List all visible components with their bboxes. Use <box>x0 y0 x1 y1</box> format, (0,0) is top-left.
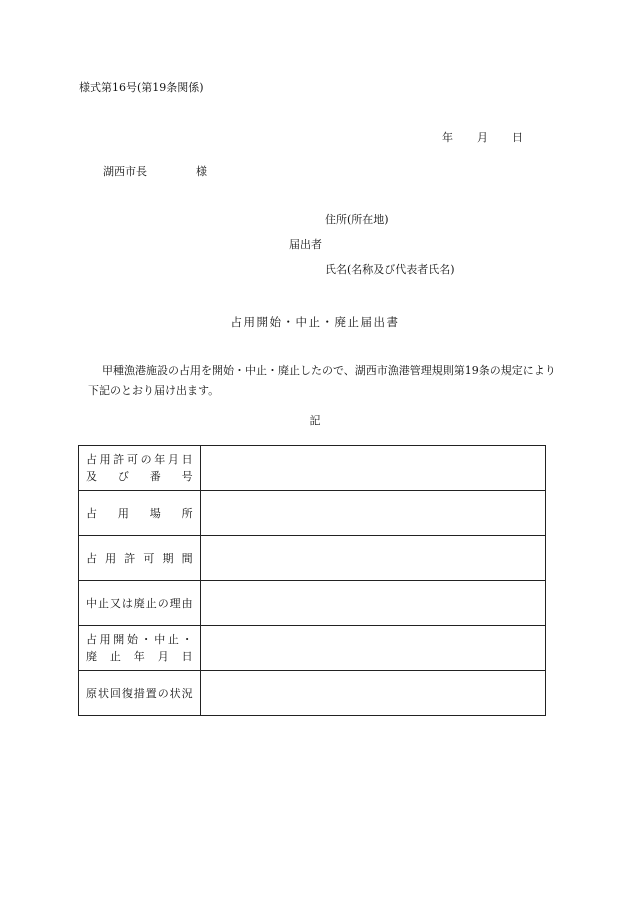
row-label-line: 占用許可期間 <box>86 551 193 565</box>
notifier-label: 届出者 <box>289 238 322 251</box>
permit-period-field[interactable] <box>200 536 545 581</box>
row-label-line: 原状回復措置の状況 <box>86 686 193 700</box>
row-label-restoration-status <box>79 671 201 716</box>
table-row <box>79 536 546 581</box>
table-row <box>79 581 546 626</box>
date-year-label: 年 <box>442 131 453 144</box>
row-label-line: 占用開始・中止・ <box>86 633 193 646</box>
detail-table <box>78 445 546 716</box>
table-row <box>79 446 546 491</box>
form-number: 様式第16号(第19条関係) <box>79 81 204 94</box>
row-label-line: 中止又は廃止の理由 <box>86 596 193 610</box>
occupancy-place-field[interactable] <box>200 491 545 536</box>
table-row <box>79 626 546 671</box>
permit-date-number-field[interactable] <box>200 446 545 491</box>
row-label-permit-period <box>79 536 201 581</box>
row-label-line: 廃止年月日 <box>86 650 193 663</box>
addressee-name: 湖西市長 <box>103 165 147 178</box>
row-label-start-stop-date <box>79 626 201 671</box>
date-month-label: 月 <box>477 131 488 144</box>
row-label-line: 占用場所 <box>86 506 193 520</box>
address-label: 住所(所在地) <box>325 213 389 226</box>
table-row <box>79 671 546 716</box>
addressee-honorific: 様 <box>196 165 207 178</box>
row-label-permit-date-number <box>79 446 201 491</box>
document-title: 占用開始・中止・廃止届出書 <box>230 315 400 329</box>
table-row <box>79 491 546 536</box>
row-label-occupancy-place <box>79 491 201 536</box>
restoration-status-field[interactable] <box>200 671 545 716</box>
row-label-line: 占用許可の年月日 <box>86 453 193 466</box>
date-day-label: 日 <box>512 131 523 144</box>
start-stop-date-field[interactable] <box>200 626 545 671</box>
body-text: 甲種漁港施設の占用を開始・中止・廃止したので、湖西市漁港管理規則第19条の規定により下記のとおり届け出ます。 <box>88 364 556 397</box>
stop-reason-field[interactable] <box>200 581 545 626</box>
name-label: 氏名(名称及び代表者氏名) <box>325 263 455 276</box>
ki-heading: 記 <box>309 414 321 427</box>
row-label-stop-reason <box>79 581 201 626</box>
row-label-line: 及び番号 <box>86 470 193 483</box>
